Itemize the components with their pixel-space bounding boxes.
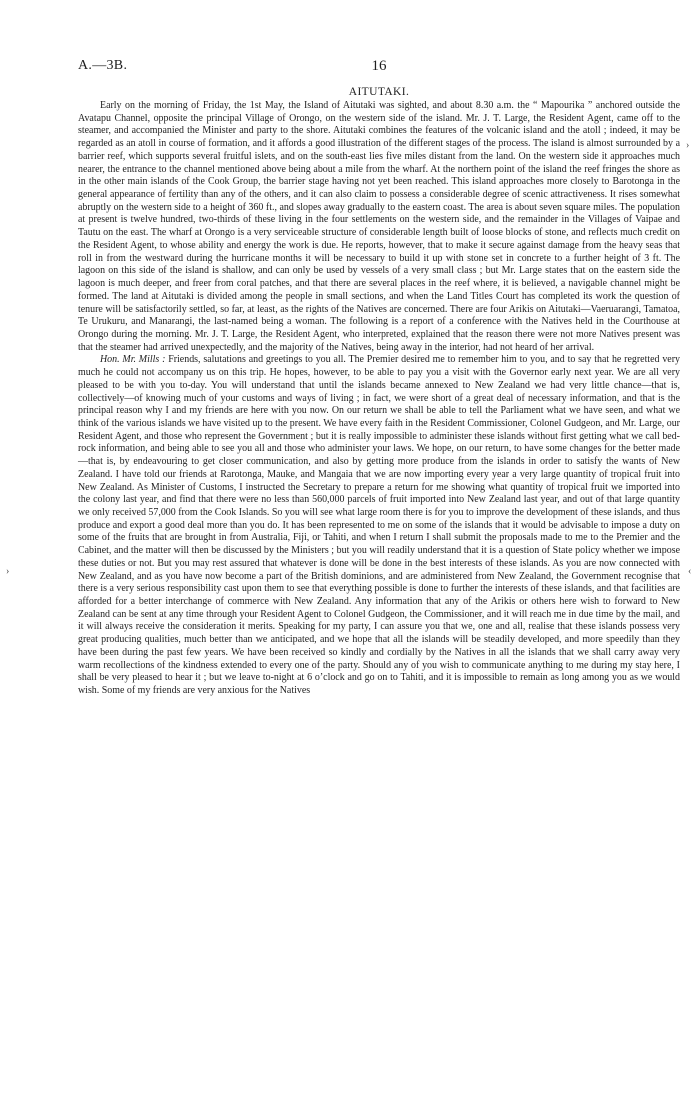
document-page [78,58,680,698]
margin-mark-icon: ‹ [688,566,692,577]
page-number: 16 [371,58,387,74]
document-reference: A.—3B. [78,58,128,73]
page-header [78,58,680,82]
paragraph-text: Friends, salutations and greetings to you all. The Premier desired me to remember him to you, and to say that he regretted very much he could not accompany us on this trip. He hopes, however, to be able to pay you a visit with the Governor early next year. We are all very pleased to be with you to-day. You will understand that until the islands became annexed to New Zealand we had very little chance—that is, collectively—of knowing much of your customs and ways of living ; in fact, we were short of a great deal of necessary information, and that is the principal reason why I and my friends are here with you now. On our return we shall be able to tell the Parliament what we have seen, and what we think of the various islands we have visited up to the present. We have every faith in the Resident Commissioner, Colonel Gudgeon, and Mr. Large, our Resident Agent, and those who represent the Government ; but it is really impossible to administer these islands without first getting what we call bed-rock information, and being able to see you all and those who administer your laws. We hope, on our return, to have some changes for the better made—that is, by endeavouring to get closer communication, and also by getting more produce from the islands in order to satisfy the wants of New Zealand. I have told our friends at Rarotonga, Mauke, and Mangaia that we are now importing every year a very large quantity of tropical fruit into New Zealand. As Minister of Customs, I instructed the Secretary to prepare a return for me showing what quantity of tropical fruit we imported into the colony last year, and find that there were no less than 560,000 parcels of fruit imported into New Zealand last year, and out of that large quantity we only received 57,000 from the Cook Islands. So you will see what large room there is for you to improve the development of these islands, and thus produce and export a good deal more than you do. It has been represented to me on some of the islands that it would be advisable to impose a duty on some of the fruits that are brought in from Australia, Fiji, or Tahiti, and when I return I shall submit the proposals made to me to the Premier and the Cabinet, and the matter will then be discussed by the Ministers ; but you will readily understand that it is a question of State policy whether we impose these duties or not. But you may rest assured that whatever is done will be done in the best interests of these islands. As you are now connected with New Zealand, and as you have now become a part of the British dominions, and are administered from New Zealand, the Government recognise that there is a very serious responsibility cast upon them to see that everything possible is done to further the interests of these islands, and that facilities are afforded for a better interchange of commerce with New Zealand. Any information that any of the Arikis or others here wish to forward to New Zealand can be sent at any time through your Resident Agent to Colonel Gudgeon, the Commissioner, and it will reach me in due time by the mail, and it will always receive the consideration it merits. Speaking for my party, I can assure you that we, one and all, realise that these islands possess very great producing qualities, much better than we anticipated, and we hope that all the islands will be steadily developed, and more speedily than they have been during the past few years. We have been received so kindly and cordially by the Natives in all the islands that we shall carry away very warm recollections of the kindness extended to every one of the party. Should any of you wish to communicate anything to me during my stay here, I shall be very pleased to hear it ; but we leave to-night at 6 o’clock and go on to Tahiti, and it is impossible to remain as long among you as we would wish. Some of my friends are very anxious for the Natives [78,354,680,697]
paragraph-text: Early on the morning of Friday, the 1st May, the Island of Aitutaki was sighted, and about 8.30 a.m. the “ Mapourika ” anchored outside the Avatapu Channel, opposite the principal Village of Orongo, on the western side of the island. Mr. J. T. Large, the Resident Agent, came off to the steamer, and accompanied the Minister and party to the shore. Aitutaki combines the features of the volcanic island and the atoll ; indeed, it may be regarded as an atoll in course of formation, and it affords a good illustration of the different stages of the process. The island is almost surrounded by a barrier reef, which supports several fruitful islets, and on the south-east lies five miles distant from the land. On the western side it approaches much nearer, the entrance to the channel mentioned above being about a mile from the wharf. At the northern point of the island the reef fringes the shore as in the other main islands of the Cook Group, the barrier stage having not yet been reached. This island approaches more closely to Barotonga in the general appearance of fertility than any of the others, and it can also claim to possess a considerable degree of scenic attractiveness. It rises somewhat abruptly on the western side to a height of 360 ft., and slopes away gradually to the eastern coast. The area is about seven square miles. The population at present is twelve hundred, two-thirds of these living in the four settlements on the western side, and the remainder in the Villages of Vaipae and Tautu on the east. The wharf at Orongo is a very serviceable structure of considerable length built of loose blocks of stone, and reflects much credit on the Resident Agent, to whose ability and energy the work is due. He reports, however, that to make it secure against damage from the heavy seas that roll in from the westward during the hurricane months it will be necessary to build it up with stone set in concrete to a further height of 3 ft. The lagoon on this side of the island is shallow, and can only be used by vessels of a very small class ; but Mr. Large states that on the eastern side the lagoon is much deeper, and freer from coral patches, and that there are several places in the reef where, it is believed, a navigable channel might be formed. The land at Aitutaki is divided among the people in small sections, and when the Land Titles Court has completed its work the question of tenure will be satisfactorily settled, so far, at least, as the rights of the Natives are concerned. There are four Arikis on Aitutaki—Vaeruarangi, Tamatoa, Te Urukuru, and Manarangi, the last-named being a woman. The following is a report of a conference with the Natives held in the Courthouse at Orongo during the morning. Mr. J. T. Large, the Resident Agent, who interpreted, explained that the reason there were not more Natives present was that the steamer had arrived unexpectedly, and the majority of the Natives, being away in the interior, had not heard of her arrival. [78,100,680,353]
section-title: AITUTAKI. [348,86,410,98]
paragraph-speech [78,354,680,697]
speaker-name: Hon. Mr. Mills : [100,354,166,366]
margin-mark-icon: › [686,140,690,151]
margin-mark-icon: › [6,566,10,577]
paragraph-intro [78,100,680,354]
